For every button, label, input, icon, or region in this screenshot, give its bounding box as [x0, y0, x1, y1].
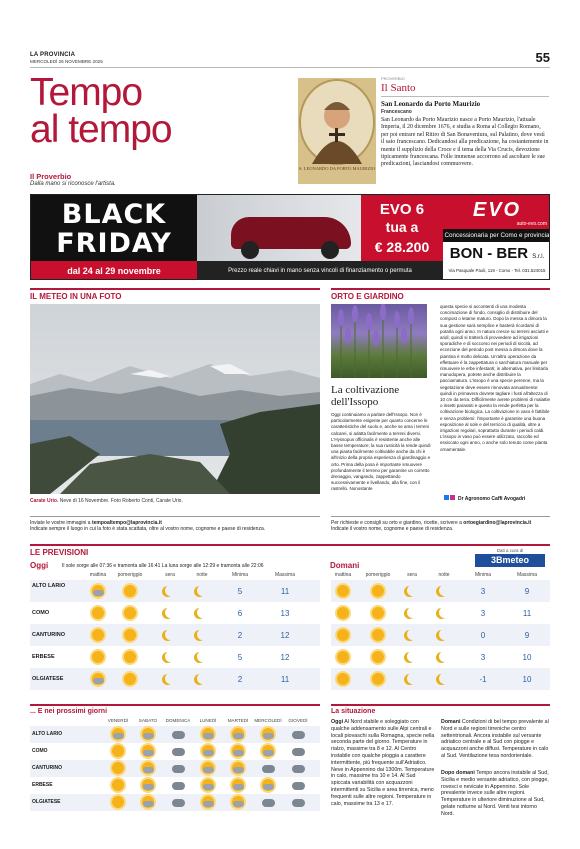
sun-icon — [92, 607, 104, 619]
moon-icon — [436, 584, 452, 598]
meteo-invite: Inviate le vostre immagini a tempoaltempo@laprovincia.it Indicate sempre il luogo in cui la foto è stata scattata, oltre al vostro nome, cognome e paese di residenza. — [30, 520, 266, 532]
cloud-icon — [113, 733, 124, 739]
situazione-rule — [331, 704, 550, 706]
santo-kind: Francescano — [381, 109, 412, 115]
moon-icon — [194, 628, 210, 642]
temp-min: 0 — [480, 631, 486, 640]
ad-address: Via Pasquale Paoli, 119 - Como - Tel. 031.524015 — [448, 268, 546, 273]
moon-icon — [439, 585, 450, 596]
moon-icon — [439, 607, 450, 618]
column-header: sera — [165, 572, 175, 578]
cloud-icon — [260, 795, 276, 809]
column-header: Minima — [474, 572, 492, 578]
sun-moon-times: Il sole sorge alle 07:36 e tramonta alle 16:41 La luna sorge alle 12:29 e tramonta alle 22:06 — [62, 563, 264, 569]
temp-max: 12 — [280, 653, 290, 662]
moon-icon — [162, 606, 178, 620]
orto-invite-rule — [331, 516, 550, 517]
sun-icon — [335, 584, 351, 598]
cloud-icon — [292, 765, 305, 773]
temp-min: 5 — [237, 653, 243, 662]
sun-cloud-icon — [200, 778, 216, 792]
sun-cloud-icon — [230, 778, 246, 792]
location-label: COMO — [32, 748, 48, 754]
orto-rule — [331, 288, 550, 290]
moon-icon — [165, 629, 176, 640]
moon-icon — [439, 673, 450, 684]
location-label: ERBESE — [32, 782, 53, 788]
temp-min: 3 — [480, 653, 486, 662]
sun-icon — [124, 607, 136, 619]
moon-icon — [404, 650, 420, 664]
previsioni-rule — [30, 544, 550, 546]
sun-cloud-icon — [230, 761, 246, 775]
social-icon — [444, 495, 449, 500]
ad-price: € 28.200 — [374, 239, 430, 255]
meteo-email-link[interactable]: tempoaltempo@laprovincia.it — [91, 520, 162, 526]
lake-photo — [30, 304, 320, 494]
orto-article-title: La coltivazione dell'Issopo — [331, 384, 400, 408]
day-header: MARTEDÌ — [227, 718, 249, 723]
santo-name: San Leonardo da Porto Maurizio — [381, 100, 481, 108]
sun-icon — [112, 762, 124, 774]
santo-text: San Leonardo da Porto Maurizio nasce a Porto Maurizio, l'attuale Imperia, il 20 dicembre 1676, e studia a Roma al Collegio Romano, per poi entrare nel Ritiro di San Bonaventura, sul Palatino, dove vestì il saio francescano. Dedicandosi alla predicazione, ha costantemente in mente il supplizio della Croce e il tema della Via Crucis, devozione tipicamente francescana. Folle immense accorrono ad ascoltare le sue predicazioni, lasciandosi commuovere. — [381, 117, 549, 168]
cloud-icon — [233, 733, 244, 739]
saint-image-caption: S. LEONARDO DA PORTO MAURIZIO — [298, 166, 376, 171]
moon-icon — [165, 673, 176, 684]
location-label: ALTO LARIO — [32, 731, 63, 737]
ad-dealer: BON - BER S.r.l. — [449, 245, 545, 262]
day-header: LUNEDÌ — [199, 718, 217, 723]
social-icon — [450, 495, 455, 500]
location-label: CANTURINO — [32, 765, 62, 771]
moon-icon — [404, 628, 420, 642]
cloud-icon — [172, 782, 185, 790]
location-label: ERBESE — [32, 654, 55, 660]
moon-icon — [436, 650, 452, 664]
sun-icon — [370, 650, 386, 664]
sun-icon — [90, 650, 106, 664]
prossimi-rule — [30, 704, 320, 706]
temp-min: 3 — [480, 609, 486, 618]
column-header: notte — [196, 572, 208, 578]
sun-cloud-icon — [110, 727, 126, 741]
sun-cloud-icon — [90, 584, 106, 598]
photo-caption: Carate Urio. Neve di 16 Novembre. Foto Roberto Conti, Carate Urio. — [30, 498, 183, 504]
column-header: mattina — [89, 572, 107, 578]
moon-icon — [436, 628, 452, 642]
sun-icon — [370, 628, 386, 642]
sun-cloud-icon — [260, 744, 276, 758]
santo-rule — [381, 96, 549, 97]
sun-icon — [110, 778, 126, 792]
saint-image — [298, 78, 376, 184]
sun-icon — [337, 585, 349, 597]
moon-icon — [194, 650, 210, 664]
temp-min: 5 — [237, 587, 243, 596]
moon-icon — [407, 607, 418, 618]
temp-max: 11 — [280, 587, 290, 596]
sun-icon — [337, 607, 349, 619]
temp-max: 9 — [524, 631, 530, 640]
moon-icon — [439, 651, 450, 662]
orto-author: Dr Agronomo Caffi Avogadri — [444, 495, 525, 502]
situazione-title: La situazione — [331, 708, 376, 715]
moon-icon — [165, 651, 176, 662]
cloud-icon — [172, 731, 185, 739]
sun-cloud-icon — [200, 795, 216, 809]
ad-black: BLACK — [61, 199, 167, 230]
santo-title: Il Santo — [381, 82, 416, 94]
situazione-oggi: Oggi Al Nord stabile e soleggiato con qualche addensamento sulle Alpi centrali e locali piovaschi sulla Romagna, specie nella seconda parte del giorno. Temperature in rialzo, massime tra 8 e 12. Al Centro instabile con qualche pioggia a carattere intermittente, più frequente sull'Adriatico. Neve in Appennino dai 1300m. Temperature in calo, massime tra 10 e 14. Al Sud spiccata variabilità con acquazzoni intermittenti su Sicilia e area tirrenica, meno frequenti sulle altre regioni. Temperature in calo, massime tra 13 e 17. — [331, 719, 435, 807]
santo-kicker: PROVERBIO — [381, 76, 405, 81]
car-wheel-icon — [321, 241, 339, 259]
moon-icon — [439, 629, 450, 640]
moon-icon — [162, 650, 178, 664]
cloud-icon — [290, 795, 306, 809]
cloud-icon — [290, 761, 306, 775]
cloud-icon — [292, 731, 305, 739]
sun-icon — [337, 651, 349, 663]
sun-cloud-icon — [260, 727, 276, 741]
moon-icon — [407, 629, 418, 640]
day-header: MERCOLEDÌ — [254, 718, 282, 723]
orto-col-1: Oggi continuiamo a parlare dell'Issopo. Non è particolarmente esigente per quanto concerne le caratteristiche del suolo e, anche se ama i terreni calcarei, si adatta facilmente a terreni diversi. L'Hyssopus officinalis è resistente anche alle basse temperature; la sua rusticità la rende quindi una pianta facilmente coltivabile anche da chi è all'inizio della propria esperienza di giardinaggio e orto. Prima della posa è importante smuovere profondamente il terreno per garantire un corretto drenaggio, vangando, zappettando successivamente e livellando, alla fine, con il rastrello. Nonostante — [331, 412, 431, 492]
location-label: ALTO LARIO — [32, 583, 66, 589]
location-label: COMO — [32, 610, 50, 616]
ad-concessionaria: Concessionaria per Como e provincia — [443, 229, 550, 242]
sun-cloud-icon — [140, 727, 156, 741]
section-title: Tempo al tempo — [30, 71, 172, 151]
prossimi-title: ... E nei prossimi giorni — [30, 708, 108, 715]
cloud-icon — [233, 784, 244, 790]
moon-icon — [194, 672, 210, 686]
sun-icon — [122, 628, 138, 642]
moon-icon — [407, 651, 418, 662]
column-header: Minima — [231, 572, 249, 578]
sun-icon — [112, 796, 124, 808]
header-rule — [30, 67, 550, 68]
temp-max: 10 — [522, 653, 532, 662]
cloud-icon — [93, 678, 104, 684]
proverbio-title: Il Proverbio — [30, 172, 72, 181]
cloud-icon — [172, 799, 185, 807]
sun-icon — [335, 672, 351, 686]
moon-icon — [162, 672, 178, 686]
temp-max: 11 — [522, 609, 532, 618]
cloud-icon — [170, 744, 186, 758]
moon-icon — [436, 672, 452, 686]
cloud-icon — [170, 795, 186, 809]
cloud-icon — [172, 748, 185, 756]
black-friday-ad[interactable] — [30, 194, 550, 280]
sun-icon — [372, 651, 384, 663]
column-header: pomeriggio — [117, 572, 143, 578]
publication-date: MERCOLEDÌ 26 NOVEMBRE 2025 — [30, 59, 103, 64]
cloud-icon — [260, 761, 276, 775]
sun-icon — [122, 606, 138, 620]
moon-icon — [162, 628, 178, 642]
sun-cloud-icon — [140, 761, 156, 775]
oggi-label: Oggi — [30, 561, 49, 570]
cloud-icon — [290, 727, 306, 741]
temp-max: 11 — [280, 675, 290, 684]
cloud-icon — [203, 784, 214, 790]
cloud-icon — [170, 761, 186, 775]
3bmeteo-logo: 3Bmeteo — [475, 554, 545, 567]
situazione-dopodomani: Dopo domani Tempo ancora instabile al Sud, Sicilia e medio versante adriatico, con piogge, rovesci e nevicate in Appennino. Sole prevalente invece sulle altre regioni. Temperature in ulteriore diminuzione al Sud, gelate notturne al Nord. Venti tesi intorno Nord. — [441, 770, 549, 817]
sun-icon — [122, 650, 138, 664]
sun-icon — [92, 629, 104, 641]
orto-col-2: questa specie si accontenti di una modesta concimazione di fondo, consiglio di distribuire del compost o letame maturo. Dopo la messa a dimora la sua gestione sarà semplice e basterà ricordarsi di potarla ogni anno. In natura cresce su terreni asciutti e aridi; quindi si tratterà di provvedere ad irrigazioni sporadiche e di soccorso nei periodi di siccità, ad eccezione del periodo post messa a dimora dove la piantina è molto delicata. Un'altra operazione da effettuare è la zappettatura o sarchiatura manuale per rimuovere le erbe infestanti; in alternativa, per limitarla manodopera, potrete anche distribuire la pacciamatura. L'issopo è una specie perenne, ma la vegetazione deve essere rinnovata annualmente: quindi in primavera dovrete tagliare i fusti all'altezza di 10 cm da terra. Difficilmente avrete problemi di malattie o insetti parassiti e questo la rende perfetta per la coltivazione biologica. La coltivazione in vaso è fattibile e senza problemi: l'importante è garantire una buona esposizione al sole e del terriccio di qualità, oltre a irrigazioni regolari, soprattutto durante i periodi caldi. L'issopo in vaso può essere utilizzato, raccolto ed essiccato ogni anno, o anche solo tenuto come pianta ornamentale. — [440, 304, 550, 452]
sun-cloud-icon — [200, 744, 216, 758]
sun-icon — [112, 745, 124, 757]
lavender-photo — [331, 304, 427, 378]
previsioni-title: LE PREVISIONI — [30, 548, 89, 557]
cloud-icon — [262, 799, 275, 807]
3bmeteo-badge: Dati a cura di 3Bmeteo — [475, 548, 545, 570]
sun-icon — [335, 606, 351, 620]
orto-email-link[interactable]: ortoegiardino@laprovincia.it — [463, 520, 532, 526]
column-header: notte — [438, 572, 450, 578]
cloud-icon — [290, 778, 306, 792]
temp-min: 6 — [237, 609, 243, 618]
column-header: pomeriggio — [365, 572, 391, 578]
orto-title: ORTO E GIARDINO — [331, 292, 404, 301]
sun-icon — [124, 673, 136, 685]
cloud-icon — [172, 765, 185, 773]
moon-icon — [162, 584, 178, 598]
cloud-icon — [263, 750, 274, 756]
cloud-icon — [170, 778, 186, 792]
sun-icon — [372, 673, 384, 685]
sun-icon — [122, 672, 138, 686]
situazione-domani: Domani Condizioni di bel tempo prevalente al Nord e sulle regioni tirreniche centro settentrionali. Ancora instabile sul versante adriatico centrale e al Sud con piogge e acquazzoni anche diffusi. Temperature in calo al Sud. Ventilazione tesa nordorientale. — [441, 719, 549, 759]
cloud-icon — [262, 765, 275, 773]
sun-icon — [90, 606, 106, 620]
moon-icon — [407, 585, 418, 596]
temp-min: 2 — [237, 675, 243, 684]
cloud-icon — [143, 750, 154, 756]
sun-icon — [372, 629, 384, 641]
cloud-icon — [143, 733, 154, 739]
sun-cloud-icon — [200, 727, 216, 741]
cloud-icon — [292, 799, 305, 807]
cloud-icon — [203, 733, 214, 739]
column-header: Massima — [274, 572, 295, 578]
cloud-icon — [292, 748, 305, 756]
car-wheel-icon — [241, 241, 259, 259]
proverbio-quote: Dalla mano si riconosce l'artista. — [30, 181, 116, 187]
sun-cloud-icon — [140, 795, 156, 809]
cloud-icon — [233, 767, 244, 773]
sun-icon — [92, 651, 104, 663]
domani-label: Domani — [330, 561, 360, 570]
ad-url[interactable]: auto-evo.com — [516, 221, 547, 227]
column-header: sera — [407, 572, 417, 578]
sun-cloud-icon — [230, 727, 246, 741]
temp-min: 3 — [480, 587, 486, 596]
location-label: CANTURINO — [32, 632, 65, 638]
temp-max: 9 — [524, 587, 530, 596]
cloud-icon — [233, 750, 244, 756]
moon-icon — [404, 672, 420, 686]
temp-max: 10 — [522, 675, 532, 684]
sun-icon — [335, 650, 351, 664]
sun-icon — [124, 651, 136, 663]
orto-invite: Per richieste e consigli su orto e giardino, ricette, scrivere a ortoegiardino@laprovincia.it Indicate il vostro nome, cognome e paese di residenza. — [331, 520, 532, 532]
moon-icon — [197, 651, 208, 662]
publication-name: LA PROVINCIA — [30, 52, 76, 58]
sun-cloud-icon — [230, 744, 246, 758]
moon-icon — [404, 606, 420, 620]
moon-icon — [436, 606, 452, 620]
sun-icon — [110, 795, 126, 809]
sun-icon — [124, 629, 136, 641]
sun-icon — [337, 629, 349, 641]
sun-icon — [370, 606, 386, 620]
cloud-icon — [143, 767, 154, 773]
ad-strip: Prezzo reale chiavi in mano senza vincoli di finanziamento o permuta — [197, 261, 443, 280]
moon-icon — [194, 584, 210, 598]
cloud-icon — [290, 744, 306, 758]
day-header: VENERDÌ — [107, 718, 129, 723]
meteo-foto-rule — [30, 288, 320, 290]
sun-icon — [112, 779, 124, 791]
location-label: OLGIATESE — [32, 799, 61, 805]
sun-icon — [110, 761, 126, 775]
sun-icon — [370, 584, 386, 598]
ad-friday: FRIDAY — [56, 228, 172, 259]
cloud-icon — [143, 784, 154, 790]
cloud-icon — [203, 801, 214, 807]
meteo-foto-title: IL METEO IN UNA FOTO — [30, 292, 122, 301]
cloud-icon — [263, 784, 274, 790]
sun-icon — [370, 672, 386, 686]
location-label: OLGIATESE — [32, 676, 64, 682]
moon-icon — [404, 584, 420, 598]
cloud-icon — [203, 750, 214, 756]
ad-brand-logo: EVO — [472, 199, 522, 221]
cloud-icon — [93, 590, 104, 596]
day-header: DOMENICA — [165, 718, 191, 723]
temp-max: 12 — [280, 631, 290, 640]
temp-min: 2 — [237, 631, 243, 640]
cloud-icon — [143, 801, 154, 807]
moon-icon — [197, 585, 208, 596]
sun-icon — [122, 584, 138, 598]
moon-icon — [165, 607, 176, 618]
sun-cloud-icon — [260, 778, 276, 792]
sun-icon — [372, 585, 384, 597]
cloud-icon — [203, 767, 214, 773]
sun-icon — [337, 673, 349, 685]
moon-icon — [194, 606, 210, 620]
moon-icon — [197, 629, 208, 640]
sun-cloud-icon — [90, 672, 106, 686]
sun-cloud-icon — [230, 795, 246, 809]
invite-rule — [30, 516, 320, 517]
sun-cloud-icon — [200, 761, 216, 775]
cloud-icon — [292, 782, 305, 790]
day-header: SABATO — [138, 718, 158, 723]
sun-icon — [124, 585, 136, 597]
day-header: GIOVEDÌ — [288, 718, 308, 723]
sun-cloud-icon — [140, 778, 156, 792]
sun-icon — [110, 744, 126, 758]
moon-icon — [407, 673, 418, 684]
page-number: 55 — [535, 50, 550, 65]
ad-model: EVO 6 — [379, 201, 425, 218]
sun-icon — [372, 607, 384, 619]
cloud-icon — [263, 733, 274, 739]
cloud-icon — [233, 801, 244, 807]
cloud-icon — [170, 727, 186, 741]
ad-tua-a: tua a — [385, 219, 419, 235]
sun-icon — [90, 628, 106, 642]
moon-icon — [165, 585, 176, 596]
ad-dates: dal 24 al 29 novembre — [31, 261, 197, 280]
sun-icon — [335, 628, 351, 642]
temp-max: 13 — [280, 609, 290, 618]
temp-min: -1 — [479, 675, 487, 684]
column-header: Massima — [516, 572, 537, 578]
moon-icon — [197, 673, 208, 684]
sun-cloud-icon — [140, 744, 156, 758]
moon-icon — [197, 607, 208, 618]
column-header: mattina — [334, 572, 352, 578]
